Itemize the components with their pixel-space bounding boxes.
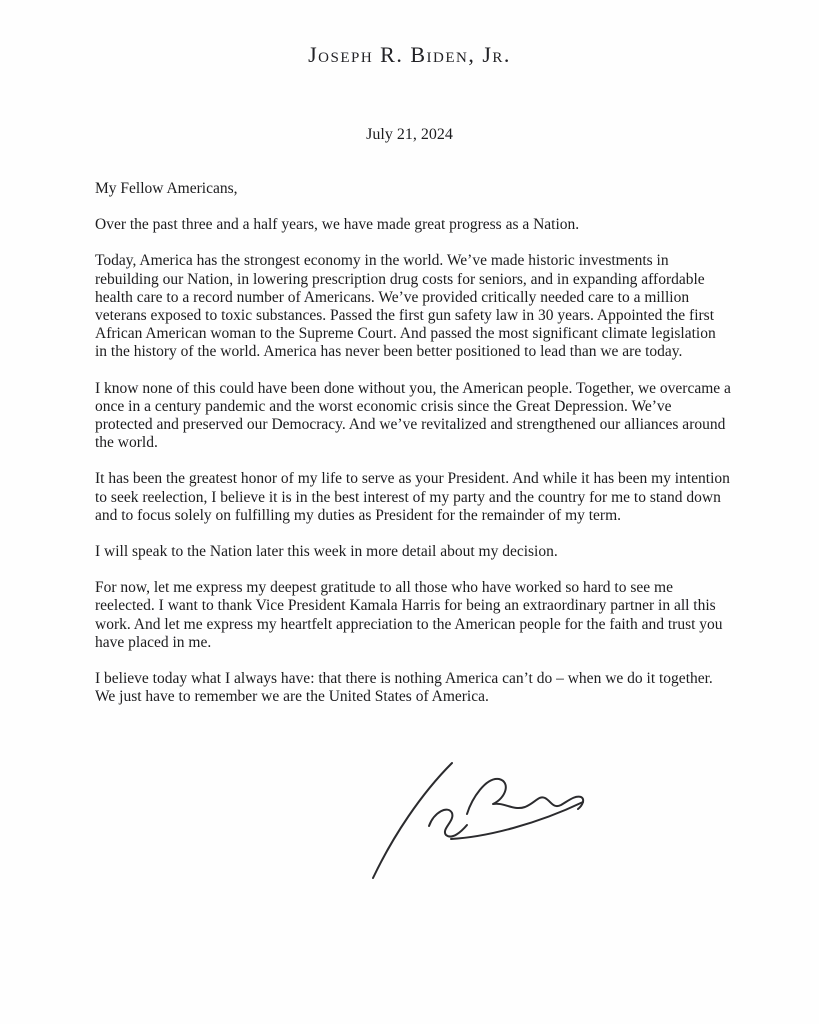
letter-paragraph: I will speak to the Nation later this week in more detail about my decision. (95, 543, 558, 561)
salutation: My Fellow Americans, (95, 180, 238, 197)
letter-paragraph: I believe today what I always have: that there is nothing America can’t do – when we do it together. We just have to remember we are the United States of America. (95, 670, 713, 706)
letter-paragraph: Today, America has the strongest economy in the world. We’ve made historic investments in rebuilding our Nation, in lowering prescription drug costs for seniors, and in expanding affordable health care to a record number of Americans. We’ve provided critically needed care to a million veterans exposed to toxic substances. Passed the first gun safety law in 30 years. Appointed the first African American woman to the Supreme Court. And passed the most significant climate legislation in the history of the world. America has never been better positioned to lead than we are today. (95, 252, 716, 361)
letter-body (95, 180, 731, 724)
letter-paragraph: I know none of this could have been done without you, the American people. Together, we overcame a once in a century pandemic and the worst economic crisis since the Great Depression. We’ve protected and preserved our Democracy. And we’ve revitalized and strengthened our alliances around the world. (95, 379, 731, 452)
letter-paragraph: For now, let me express my deepest gratitude to all those who have worked so hard to see me reelected. I want to thank Vice President Kamala Harris for being an extraordinary partner in all this work. And let me express my heartfelt appreciation to the American people for the faith and trust you have placed in me. (95, 579, 723, 651)
letter-date: July 21, 2024 (366, 126, 453, 143)
joe-biden-signature (355, 752, 595, 887)
letterhead-name: Joseph R. Biden, Jr. (308, 42, 511, 67)
letter-paragraph: Over the past three and a half years, we have made great progress as a Nation. (95, 216, 580, 234)
letter-paragraph: It has been the greatest honor of my life to serve as your President. And while it has been my intention to seek reelection, I believe it is in the best interest of my party and the country for me to stand down and to focus solely on fulfilling my duties as President for the remainder of my term. (95, 470, 730, 524)
